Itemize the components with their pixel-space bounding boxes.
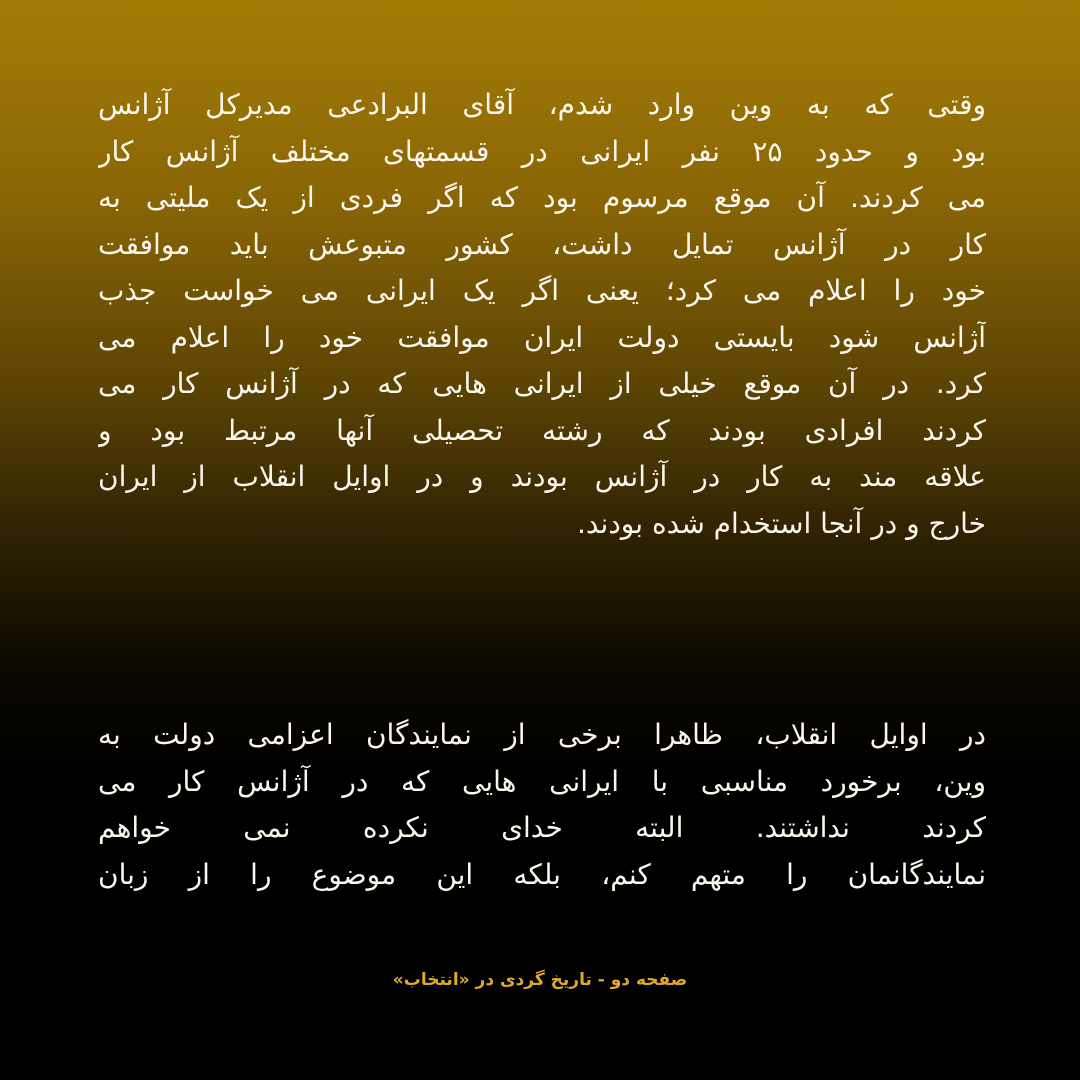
text-line: خارج و در آنجا استخدام شده بودند. — [576, 506, 986, 540]
text-line: کردند نداشتند. البته خدای نکرده نمی خواهم — [98, 811, 986, 844]
text-line: کار در آژانس تمایل داشت، کشور متبوعش باید موافقت — [98, 227, 986, 261]
paragraph-2 — [98, 712, 986, 898]
text-line: بود و حدود ۲۵ نفر ایرانی در قسمتهای مختلف آژانس کار — [98, 134, 986, 168]
text-line: نمایندگانمان را متهم کنم، بلکه این موضوع را از زبان — [98, 857, 986, 891]
text-line: کردند افرادی بودند که رشته تحصیلی آنها مرتبط بود و — [98, 413, 986, 447]
text-line: می کردند. آن موقع مرسوم بود که اگر فردی از یک ملیتی به — [98, 181, 986, 214]
footer-caption: صفحه دو - تاریخ گردی در «انتخاب» — [392, 970, 688, 990]
text-line: آژانس شود بایستی دولت ایران موافقت خود را اعلام می — [98, 320, 986, 354]
text-line: علاقه مند به کار در آژانس بودند و در اوایل انقلاب از ایران — [98, 460, 986, 493]
text-line: وقتی که به وین وارد شدم، آقای البرادعی مدیرکل آژانس — [98, 88, 986, 121]
text-line: در اوایل انقلاب، ظاهرا برخی از نمایندگان اعزامی دولت به — [98, 718, 986, 751]
text-line: کرد. در آن موقع خیلی از ایرانی هایی که در آژانس کار می — [98, 367, 986, 400]
text-line: خود را اعلام می کرد؛ یعنی اگر یک ایرانی می خواست جذب — [98, 274, 986, 307]
text-line: وین، برخورد مناسبی با ایرانی هایی که در آژانس کار می — [98, 764, 986, 798]
paragraph-1 — [98, 82, 986, 547]
